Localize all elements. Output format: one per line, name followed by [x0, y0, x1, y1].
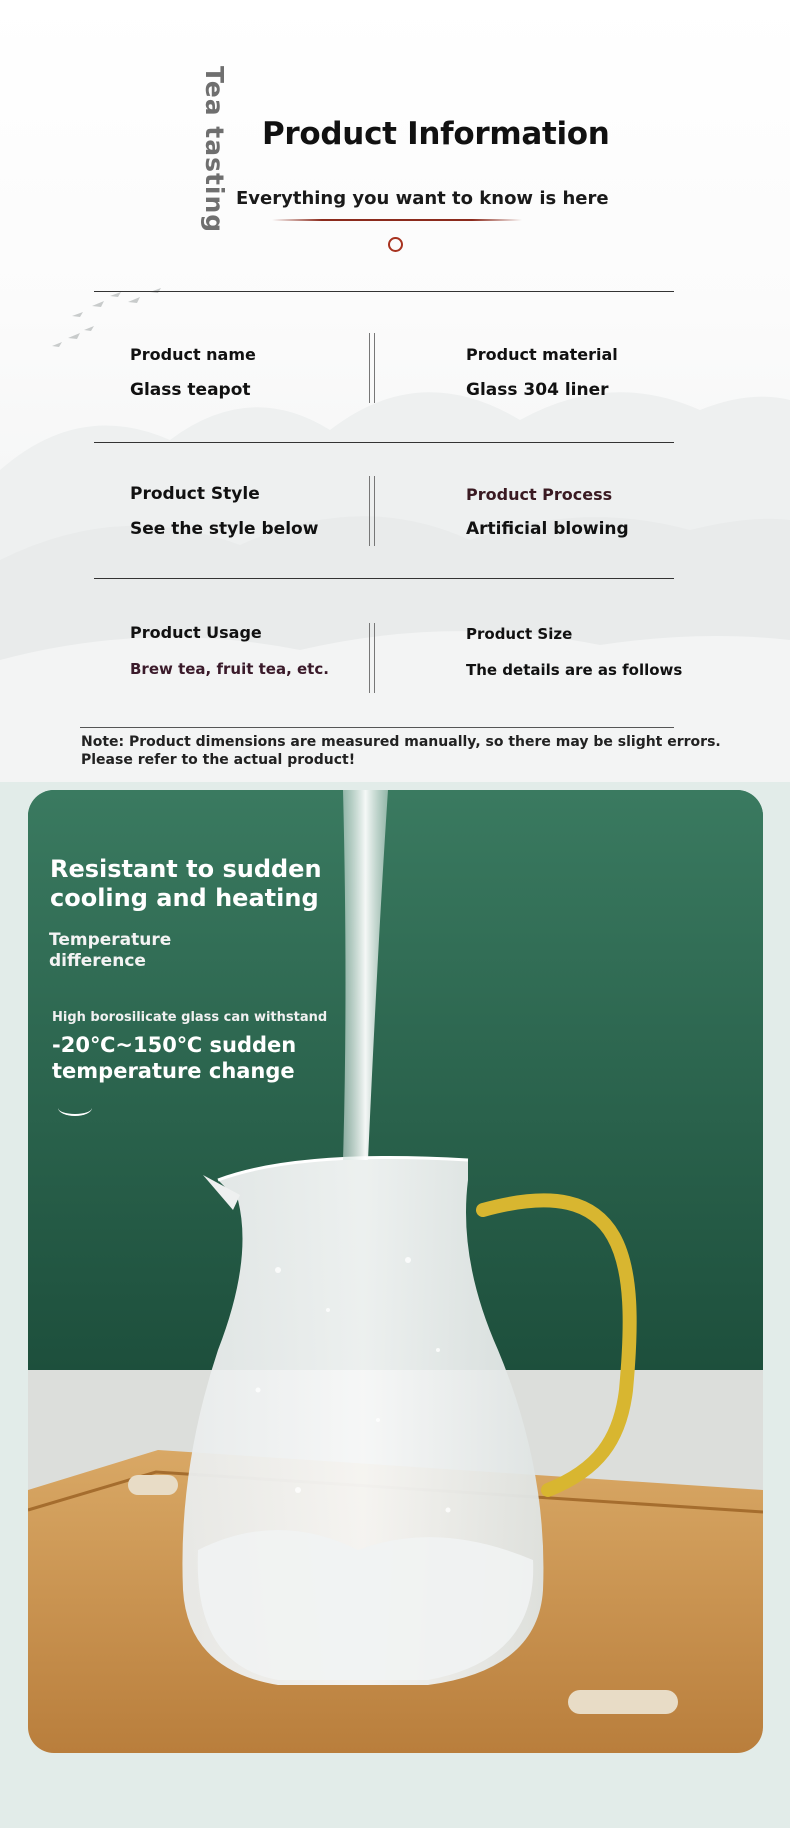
product-size-label: Product Size [466, 625, 573, 643]
product-material-value: Glass 304 liner [466, 380, 609, 400]
page-title: Product Information [262, 116, 610, 152]
measurement-note [81, 733, 721, 769]
row-divider [80, 727, 674, 728]
product-size-value: The details are as follows [466, 661, 683, 679]
title-underline [272, 219, 522, 221]
arc-ornament-icon [58, 1100, 92, 1116]
column-divider [369, 623, 375, 693]
row-divider [94, 578, 674, 579]
feature-description: High borosilicate glass can withstand [52, 1010, 328, 1025]
vertical-title: Tea tasting [200, 66, 229, 234]
product-style-value: See the style below [130, 519, 319, 539]
column-divider [369, 333, 375, 403]
product-style-label: Product Style [130, 484, 260, 504]
page-subtitle: Everything you want to know is here [236, 188, 609, 209]
product-usage-label: Product Usage [130, 623, 262, 642]
measurement-note-line2: Please refer to the actual product! [81, 752, 356, 768]
product-name-label: Product name [130, 345, 256, 364]
column-divider [369, 476, 375, 546]
circle-ornament-icon [388, 237, 403, 252]
product-usage-value: Brew tea, fruit tea, etc. [130, 660, 329, 678]
feature-subheading: Temperature difference [49, 930, 172, 971]
product-process-label: Product Process [466, 485, 613, 504]
product-name-value: Glass teapot [130, 380, 251, 400]
product-process-value: Artificial blowing [466, 519, 629, 539]
temperature-range: -20℃~150℃ sudden temperature change [52, 1033, 297, 1083]
row-divider [94, 291, 674, 292]
row-divider [94, 442, 674, 443]
product-material-label: Product material [466, 345, 618, 364]
measurement-note-line1: Note: Product dimensions are measured manually, so there may be slight errors. [81, 734, 721, 750]
product-info-section [0, 0, 790, 782]
feature-heading: Resistant to sudden cooling and heating [50, 855, 322, 912]
